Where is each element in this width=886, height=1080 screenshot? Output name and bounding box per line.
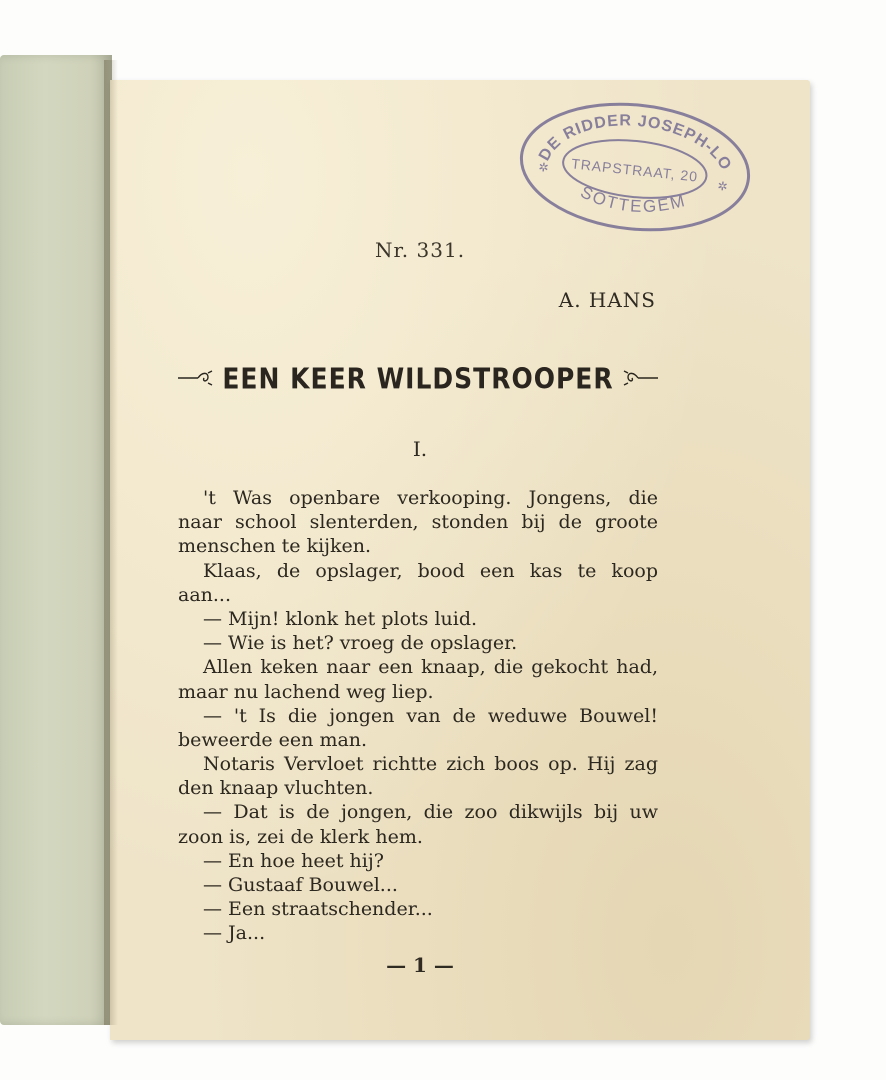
spine-shadow bbox=[104, 60, 118, 1025]
author-name: A. HANS bbox=[558, 288, 656, 312]
svg-text:SOTTEGEM bbox=[576, 180, 690, 222]
chapter-heading: I. bbox=[412, 437, 428, 461]
text-line: — Mijn! klonk het plots luid. bbox=[203, 607, 478, 630]
issue-number: Nr. 331. bbox=[374, 238, 466, 262]
text-line: beweerde een man. bbox=[178, 728, 368, 751]
story-title: EEN KEER WILDSTROOPER bbox=[222, 361, 614, 395]
text-line: maar nu lachend weg liep. bbox=[178, 680, 434, 703]
text-line: — 't Is die jongen van de weduwe Bouwel! bbox=[203, 704, 658, 727]
book-cover bbox=[0, 55, 112, 1025]
text-line: 't Was openbare verkooping. Jongens, die bbox=[203, 487, 658, 509]
text-line: menschen te kijken. bbox=[178, 535, 372, 558]
text-line: — En hoe heet hij? bbox=[203, 849, 384, 872]
text-line: Klaas, de opslager, bood een kas te koop bbox=[203, 559, 658, 582]
ornament-left-icon bbox=[178, 370, 214, 386]
stamp-top-text: DE RIDDER JOSEPH-LOUIS bbox=[535, 112, 735, 174]
ornament-right-icon bbox=[622, 370, 658, 386]
stamp-graphic bbox=[517, 97, 753, 237]
text-line: aan... bbox=[178, 583, 232, 606]
text-line: — Gustaaf Bouwel... bbox=[203, 874, 398, 896]
stamp-middle-text: TRAPSTRAAT, 20 bbox=[570, 155, 699, 185]
text-line: naar school slenterden, stonden bij de groote bbox=[178, 511, 658, 534]
text-line: — Wie is het? vroeg de opslager. bbox=[203, 632, 518, 655]
stamp-star-right: ✲ bbox=[716, 178, 729, 194]
stamp-bottom-text: SOTTEGEM bbox=[577, 182, 689, 217]
page-number: — 1 — bbox=[386, 953, 454, 977]
text-line: Notaris Vervloet richtte zich boos op. Hij zag bbox=[203, 753, 658, 776]
story-text bbox=[178, 486, 658, 946]
text-line: Allen keken naar een knaap, die gekocht had, bbox=[203, 656, 658, 679]
text-line: — Een straatschender... bbox=[203, 898, 433, 921]
text-line: — Dat is de jongen, die zoo dikwijls bij uw bbox=[203, 801, 658, 824]
title-row bbox=[178, 358, 658, 398]
stamp-star-left: ✲ bbox=[537, 159, 550, 175]
library-stamp bbox=[517, 97, 753, 237]
text-line: den knaap vluchten. bbox=[178, 777, 374, 800]
text-line: zoon is, zei de klerk hem. bbox=[178, 825, 423, 848]
text-line: — Ja... bbox=[203, 922, 266, 945]
